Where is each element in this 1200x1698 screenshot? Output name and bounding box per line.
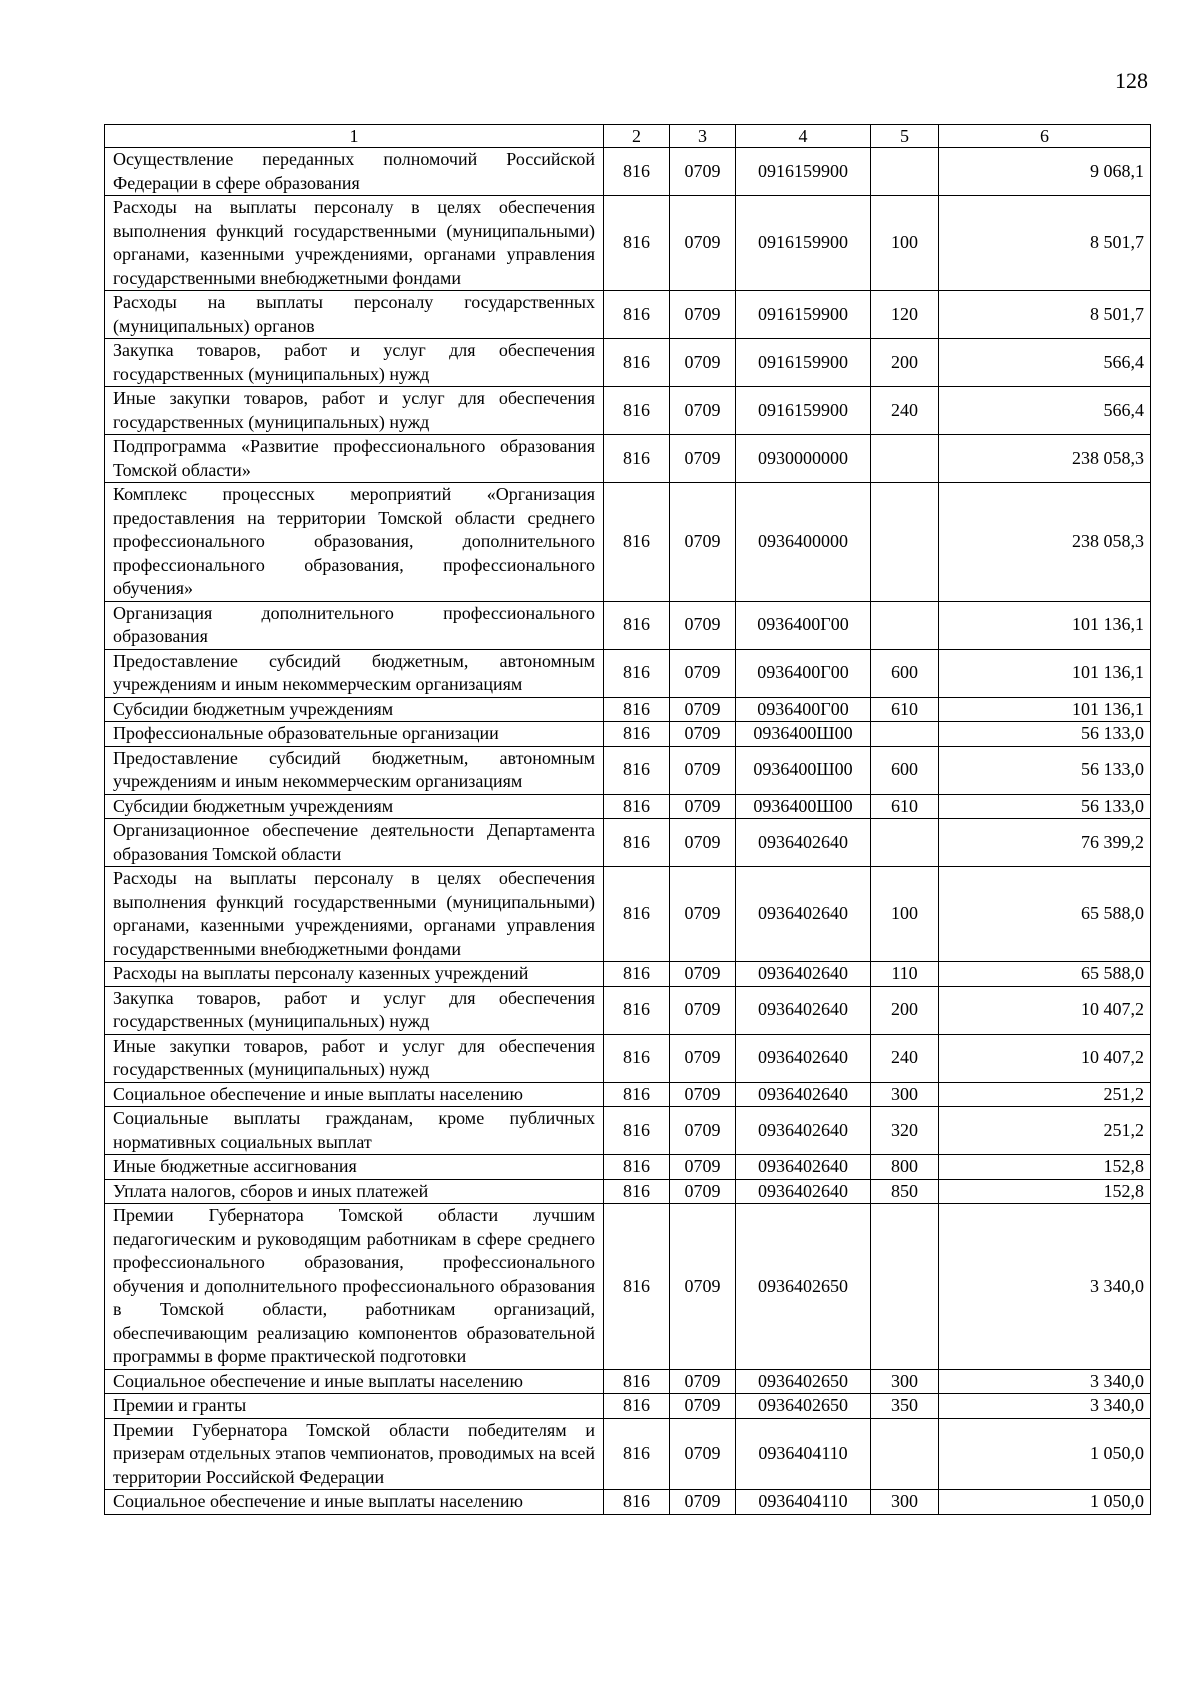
row-ministry-code: 816: [604, 1204, 670, 1370]
row-ministry-code: 816: [604, 1082, 670, 1107]
row-expense-type: 300: [871, 1369, 939, 1394]
row-target-code: 0936402640: [736, 1107, 871, 1155]
row-name: Осуществление переданных полномочий Российской Федерации в сфере образования: [105, 148, 604, 196]
row-section-code: 0709: [670, 1204, 736, 1370]
row-ministry-code: 816: [604, 746, 670, 794]
row-expense-type: [871, 722, 939, 747]
row-expense-type: 800: [871, 1155, 939, 1180]
table-row: [105, 1204, 1151, 1370]
row-expense-type: 300: [871, 1490, 939, 1515]
row-target-code: 0930000000: [736, 435, 871, 483]
row-name: Расходы на выплаты персоналу государственных (муниципальных) органов: [105, 291, 604, 339]
row-expense-type: 200: [871, 986, 939, 1034]
table-row: [105, 962, 1151, 987]
row-amount: 1 050,0: [939, 1418, 1151, 1490]
row-amount: 56 133,0: [939, 722, 1151, 747]
row-name: Закупка товаров, работ и услуг для обеспечения государственных (муниципальных) нужд: [105, 339, 604, 387]
row-amount: 251,2: [939, 1107, 1151, 1155]
row-name: Субсидии бюджетным учреждениям: [105, 697, 604, 722]
row-amount: 9 068,1: [939, 148, 1151, 196]
row-amount: 3 340,0: [939, 1369, 1151, 1394]
row-expense-type: 120: [871, 291, 939, 339]
row-section-code: 0709: [670, 196, 736, 291]
row-section-code: 0709: [670, 339, 736, 387]
row-target-code: 0936402640: [736, 1179, 871, 1204]
row-expense-type: 100: [871, 196, 939, 291]
table-row: [105, 746, 1151, 794]
row-ministry-code: 816: [604, 148, 670, 196]
row-name: Иные закупки товаров, работ и услуг для обеспечения государственных (муниципальных) нужд: [105, 1034, 604, 1082]
row-target-code: 0936404110: [736, 1418, 871, 1490]
row-section-code: 0709: [670, 1107, 736, 1155]
table-row: [105, 649, 1151, 697]
table-row: [105, 291, 1151, 339]
row-section-code: 0709: [670, 435, 736, 483]
row-amount: 3 340,0: [939, 1204, 1151, 1370]
row-name: Расходы на выплаты персоналу в целях обеспечения выполнения функций государственными (муниципальными) органами, казенными учреждениями, органами управления государственными внебюджетными фондами: [105, 196, 604, 291]
row-expense-type: 240: [871, 387, 939, 435]
row-name: Субсидии бюджетным учреждениям: [105, 794, 604, 819]
row-amount: 152,8: [939, 1155, 1151, 1180]
row-section-code: 0709: [670, 1369, 736, 1394]
row-ministry-code: 816: [604, 339, 670, 387]
row-expense-type: 300: [871, 1082, 939, 1107]
table-row: [105, 196, 1151, 291]
row-expense-type: 350: [871, 1394, 939, 1419]
row-section-code: 0709: [670, 794, 736, 819]
row-section-code: 0709: [670, 387, 736, 435]
row-expense-type: 240: [871, 1034, 939, 1082]
row-expense-type: 610: [871, 794, 939, 819]
table-row: [105, 1155, 1151, 1180]
row-name: Комплекс процессных мероприятий «Организация предоставления на территории Томской области среднего профессионального образования, дополнительного профессионального образования, профессионального обучения»: [105, 483, 604, 602]
table-row: [105, 339, 1151, 387]
row-target-code: 0936400Г00: [736, 697, 871, 722]
row-expense-type: 100: [871, 867, 939, 962]
row-name: Премии и гранты: [105, 1394, 604, 1419]
row-expense-type: 110: [871, 962, 939, 987]
row-name: Расходы на выплаты персоналу в целях обеспечения выполнения функций государственными (муниципальными) органами, казенными учреждениями, органами управления государственными внебюджетными фондами: [105, 867, 604, 962]
row-section-code: 0709: [670, 1082, 736, 1107]
table-row: [105, 986, 1151, 1034]
row-amount: 10 407,2: [939, 986, 1151, 1034]
row-target-code: 0936402650: [736, 1394, 871, 1419]
header-col-2: 2: [604, 125, 670, 148]
row-section-code: 0709: [670, 1179, 736, 1204]
row-name: Расходы на выплаты персоналу казенных учреждений: [105, 962, 604, 987]
row-expense-type: [871, 435, 939, 483]
row-target-code: 0936402640: [736, 962, 871, 987]
row-amount: 101 136,1: [939, 697, 1151, 722]
row-ministry-code: 816: [604, 1179, 670, 1204]
row-expense-type: 600: [871, 649, 939, 697]
row-name: Организационное обеспечение деятельности Департамента образования Томской области: [105, 819, 604, 867]
row-ministry-code: 816: [604, 483, 670, 602]
row-amount: 56 133,0: [939, 794, 1151, 819]
row-amount: 1 050,0: [939, 1490, 1151, 1515]
row-name: Социальное обеспечение и иные выплаты населению: [105, 1369, 604, 1394]
row-ministry-code: 816: [604, 722, 670, 747]
table-row: [105, 601, 1151, 649]
row-section-code: 0709: [670, 1418, 736, 1490]
row-name: Профессиональные образовательные организации: [105, 722, 604, 747]
row-name: Социальное обеспечение и иные выплаты населению: [105, 1490, 604, 1515]
row-amount: 251,2: [939, 1082, 1151, 1107]
row-section-code: 0709: [670, 1034, 736, 1082]
row-target-code: 0936402640: [736, 1082, 871, 1107]
table-row: [105, 1082, 1151, 1107]
header-col-3: 3: [670, 125, 736, 148]
table-row: [105, 1107, 1151, 1155]
row-expense-type: 600: [871, 746, 939, 794]
row-ministry-code: 816: [604, 1155, 670, 1180]
row-target-code: 0916159900: [736, 148, 871, 196]
row-expense-type: [871, 1418, 939, 1490]
row-ministry-code: 816: [604, 819, 670, 867]
row-section-code: 0709: [670, 746, 736, 794]
header-col-4: 4: [736, 125, 871, 148]
row-target-code: 0936402650: [736, 1369, 871, 1394]
row-amount: 76 399,2: [939, 819, 1151, 867]
row-name: Социальные выплаты гражданам, кроме публичных нормативных социальных выплат: [105, 1107, 604, 1155]
header-col-5: 5: [871, 125, 939, 148]
row-target-code: 0936402640: [736, 867, 871, 962]
row-section-code: 0709: [670, 483, 736, 602]
row-expense-type: 610: [871, 697, 939, 722]
row-expense-type: [871, 148, 939, 196]
row-ministry-code: 816: [604, 649, 670, 697]
row-ministry-code: 816: [604, 867, 670, 962]
row-expense-type: [871, 1204, 939, 1370]
row-target-code: 0936402650: [736, 1204, 871, 1370]
row-target-code: 0916159900: [736, 339, 871, 387]
row-name: Иные закупки товаров, работ и услуг для обеспечения государственных (муниципальных) нужд: [105, 387, 604, 435]
header-col-1: 1: [105, 125, 604, 148]
table-row: [105, 387, 1151, 435]
table-row: [105, 1369, 1151, 1394]
row-name: Закупка товаров, работ и услуг для обеспечения государственных (муниципальных) нужд: [105, 986, 604, 1034]
row-ministry-code: 816: [604, 601, 670, 649]
row-target-code: 0916159900: [736, 291, 871, 339]
row-target-code: 0916159900: [736, 387, 871, 435]
table-row: [105, 722, 1151, 747]
row-expense-type: [871, 601, 939, 649]
row-amount: 566,4: [939, 339, 1151, 387]
row-ministry-code: 816: [604, 435, 670, 483]
row-name: Премии Губернатора Томской области лучшим педагогическим и руководящим работникам в сфере среднего профессионального образования, профессионального обучения и дополнительного профессионального образования в Томской области, работникам организаций, обеспечивающим реализацию компонентов образовательной программы в форме практической подготовки: [105, 1204, 604, 1370]
table-row: [105, 1418, 1151, 1490]
table-row: [105, 148, 1151, 196]
row-section-code: 0709: [670, 819, 736, 867]
row-amount: 152,8: [939, 1179, 1151, 1204]
row-name: Иные бюджетные ассигнования: [105, 1155, 604, 1180]
budget-table: [104, 124, 1151, 1515]
row-section-code: 0709: [670, 649, 736, 697]
row-ministry-code: 816: [604, 1107, 670, 1155]
row-section-code: 0709: [670, 697, 736, 722]
row-amount: 238 058,3: [939, 483, 1151, 602]
table-header: [105, 125, 1151, 148]
row-amount: 56 133,0: [939, 746, 1151, 794]
row-expense-type: 850: [871, 1179, 939, 1204]
row-ministry-code: 816: [604, 1394, 670, 1419]
row-name: Предоставление субсидий бюджетным, автономным учреждениям и иным некоммерческим организациям: [105, 649, 604, 697]
row-ministry-code: 816: [604, 986, 670, 1034]
row-section-code: 0709: [670, 867, 736, 962]
row-section-code: 0709: [670, 148, 736, 196]
row-target-code: 0936404110: [736, 1490, 871, 1515]
table-row: [105, 867, 1151, 962]
row-target-code: 0936402640: [736, 986, 871, 1034]
row-ministry-code: 816: [604, 962, 670, 987]
row-section-code: 0709: [670, 962, 736, 987]
row-expense-type: [871, 483, 939, 602]
row-ministry-code: 816: [604, 196, 670, 291]
table-row: [105, 435, 1151, 483]
row-ministry-code: 816: [604, 1418, 670, 1490]
row-section-code: 0709: [670, 1155, 736, 1180]
row-amount: 101 136,1: [939, 601, 1151, 649]
row-ministry-code: 816: [604, 1034, 670, 1082]
table-body: [105, 148, 1151, 1515]
table-row: [105, 794, 1151, 819]
table-row: [105, 1179, 1151, 1204]
row-amount: 566,4: [939, 387, 1151, 435]
row-ministry-code: 816: [604, 1369, 670, 1394]
table-row: [105, 1490, 1151, 1515]
row-ministry-code: 816: [604, 387, 670, 435]
row-target-code: 0936400Г00: [736, 601, 871, 649]
row-name: Премии Губернатора Томской области победителям и призерам отдельных этапов чемпионатов, проводимых на всей территории Российской Федерации: [105, 1418, 604, 1490]
row-section-code: 0709: [670, 1394, 736, 1419]
row-expense-type: 200: [871, 339, 939, 387]
row-target-code: 0936400Г00: [736, 649, 871, 697]
row-target-code: 0936400000: [736, 483, 871, 602]
page-number: 128: [1115, 68, 1148, 93]
row-section-code: 0709: [670, 986, 736, 1034]
row-section-code: 0709: [670, 601, 736, 649]
row-section-code: 0709: [670, 722, 736, 747]
row-name: Подпрограмма «Развитие профессионального образования Томской области»: [105, 435, 604, 483]
row-target-code: 0936400Ш00: [736, 722, 871, 747]
row-amount: 8 501,7: [939, 196, 1151, 291]
row-name: Уплата налогов, сборов и иных платежей: [105, 1179, 604, 1204]
row-expense-type: 320: [871, 1107, 939, 1155]
row-ministry-code: 816: [604, 291, 670, 339]
row-amount: 101 136,1: [939, 649, 1151, 697]
row-section-code: 0709: [670, 291, 736, 339]
row-amount: 65 588,0: [939, 962, 1151, 987]
row-section-code: 0709: [670, 1490, 736, 1515]
row-ministry-code: 816: [604, 794, 670, 819]
header-row: [105, 125, 1151, 148]
row-amount: 238 058,3: [939, 435, 1151, 483]
row-amount: 65 588,0: [939, 867, 1151, 962]
row-name: Организация дополнительного профессионального образования: [105, 601, 604, 649]
row-amount: 10 407,2: [939, 1034, 1151, 1082]
row-target-code: 0936400Ш00: [736, 746, 871, 794]
row-expense-type: [871, 819, 939, 867]
table-row: [105, 697, 1151, 722]
row-target-code: 0936402640: [736, 1034, 871, 1082]
row-amount: 8 501,7: [939, 291, 1151, 339]
row-target-code: 0936400Ш00: [736, 794, 871, 819]
table-row: [105, 483, 1151, 602]
row-name: Социальное обеспечение и иные выплаты населению: [105, 1082, 604, 1107]
row-target-code: 0916159900: [736, 196, 871, 291]
row-ministry-code: 816: [604, 697, 670, 722]
row-target-code: 0936402640: [736, 819, 871, 867]
row-name: Предоставление субсидий бюджетным, автономным учреждениям и иным некоммерческим организациям: [105, 746, 604, 794]
table-row: [105, 1034, 1151, 1082]
table-row: [105, 1394, 1151, 1419]
header-col-6: 6: [939, 125, 1151, 148]
row-ministry-code: 816: [604, 1490, 670, 1515]
table-row: [105, 819, 1151, 867]
row-amount: 3 340,0: [939, 1394, 1151, 1419]
row-target-code: 0936402640: [736, 1155, 871, 1180]
